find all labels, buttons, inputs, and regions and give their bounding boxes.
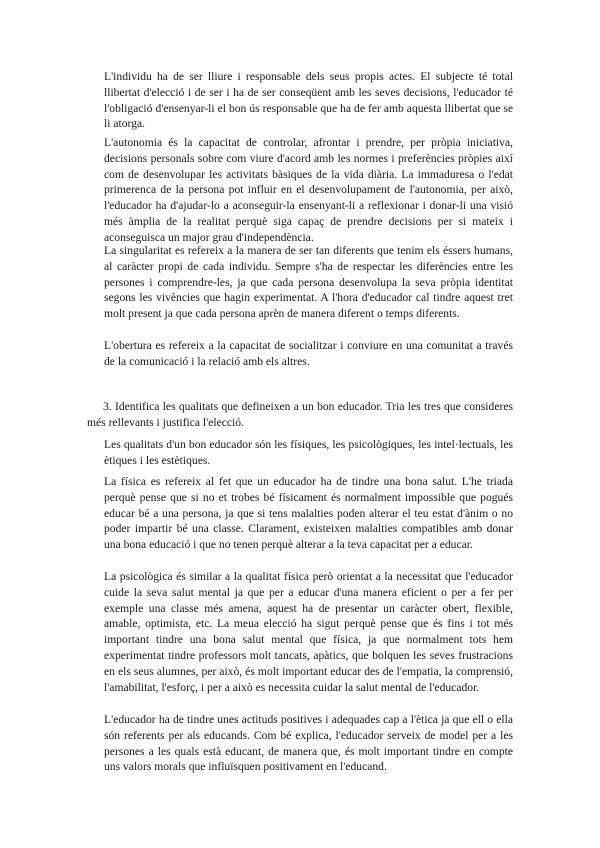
- paragraph-physical: La física es refereix al fet que un educador ha de tindre una bona salut. L'he triada perquè pense que si no et trobes bé físicament és normalment impossible que pogués educar bé a una persona, ja que si tens malalties poden alterar el teu estat d'ànim o no poder impartir bé una classe. Clarament, existeixen malalties compatibles amb donar una bona educació i que no tenen perquè alterar a la teva capacitat per a educar.: [104, 475, 513, 552]
- paragraph-openness: L'obertura es refereix a la capacitat de socialitzar i conviure en una comunitat a través de la comunicació i la relació amb els altres.: [104, 339, 513, 368]
- paragraph-freedom: L'individu ha de ser lliure i responsable dels seus propis actes. El subjecte té total llibertat d'elecció i de ser i ha de ser conseqüent amb les seves decisions, l'educador té l'obligació d'ensenyar-li el bon ús responsable que ha de fer amb aquesta llibertat que se li atorga.: [104, 70, 513, 131]
- paragraph-psychological: La psicològica és similar a la qualitat física però orientat a la necessitat que l'educador cuide la seva salut mental ja que per a educar d'una manera eficient o per a fer per exemple una classe més amena, aquest ha de presentar un caràcter obert, flexible, amable, optimista, etc. La meua elecció ha sigut perquè pense que és fins i tot més important tindre una bona salut mental que física, ja que normalment tots hem experimentat tindre professors molt tancats, apàtics, que bolquen les seves frustracions en els seus alumnes, per això, és molt important educar des de l'empatia, la comprensió, l'amabilitat, l'esforç, i per a això es necessita cuidar la salut mental de l'educador.: [104, 570, 513, 694]
- paragraph-qualities: Les qualitats d'un bon educador són les físiques, les psicològiques, les intel·lectuals, les ètiques i les estètiques.: [104, 438, 513, 467]
- paragraph-singularity: La singularitat es refereix a la manera de ser tan diferents que tenim els éssers humans, al caràcter propi de cada individu. Sempre s'ha de respectar les diferències entre les persones i comprendre-les, ja que cada persona desenvolupa la seva pròpia identitat segons les vivències que hagin experimentat. A l'hora d'educador cal tindre aquest tret molt present ja que cada persona aprèn de manera diferent o temps diferents.: [104, 244, 513, 321]
- paragraph-autonomy: L'autonomia és la capacitat de controlar, afrontar i prendre, per pròpia iniciativa, decisions personals sobre com viure d'acord amb les normes i preferències pròpies així com de desenvolupar les activitats bàsiques de la vida diària. La immaduresa o l'edat primerenca de la persona pot influir en el desenvolupament de l'autonomia, per això, l'educador ha d'ajudar-lo a aconseguir-la ensenyant-li a reflexionar i donar-li una visió més àmplia de la realitat perquè siga capaç de prendre decisions per si mateix i aconseguisca un major grau d'independència.: [104, 136, 513, 244]
- question-3: 3. Identifica les qualitats que defineixen a un bon educador. Tria les tres que consideres més rellevants i justifica l'elecció.: [87, 400, 513, 429]
- paragraph-ethical: L'educador ha de tindre unes actituds positives i adequades cap a l'ètica ja que ell o ella són referents per als educands. Com bé explica, l'educador serveix de model per a les persones a les quals està educant, de manera que, és molt important tindre en compte uns valors morals que influïsquen positivament en l'educand.: [104, 713, 513, 774]
